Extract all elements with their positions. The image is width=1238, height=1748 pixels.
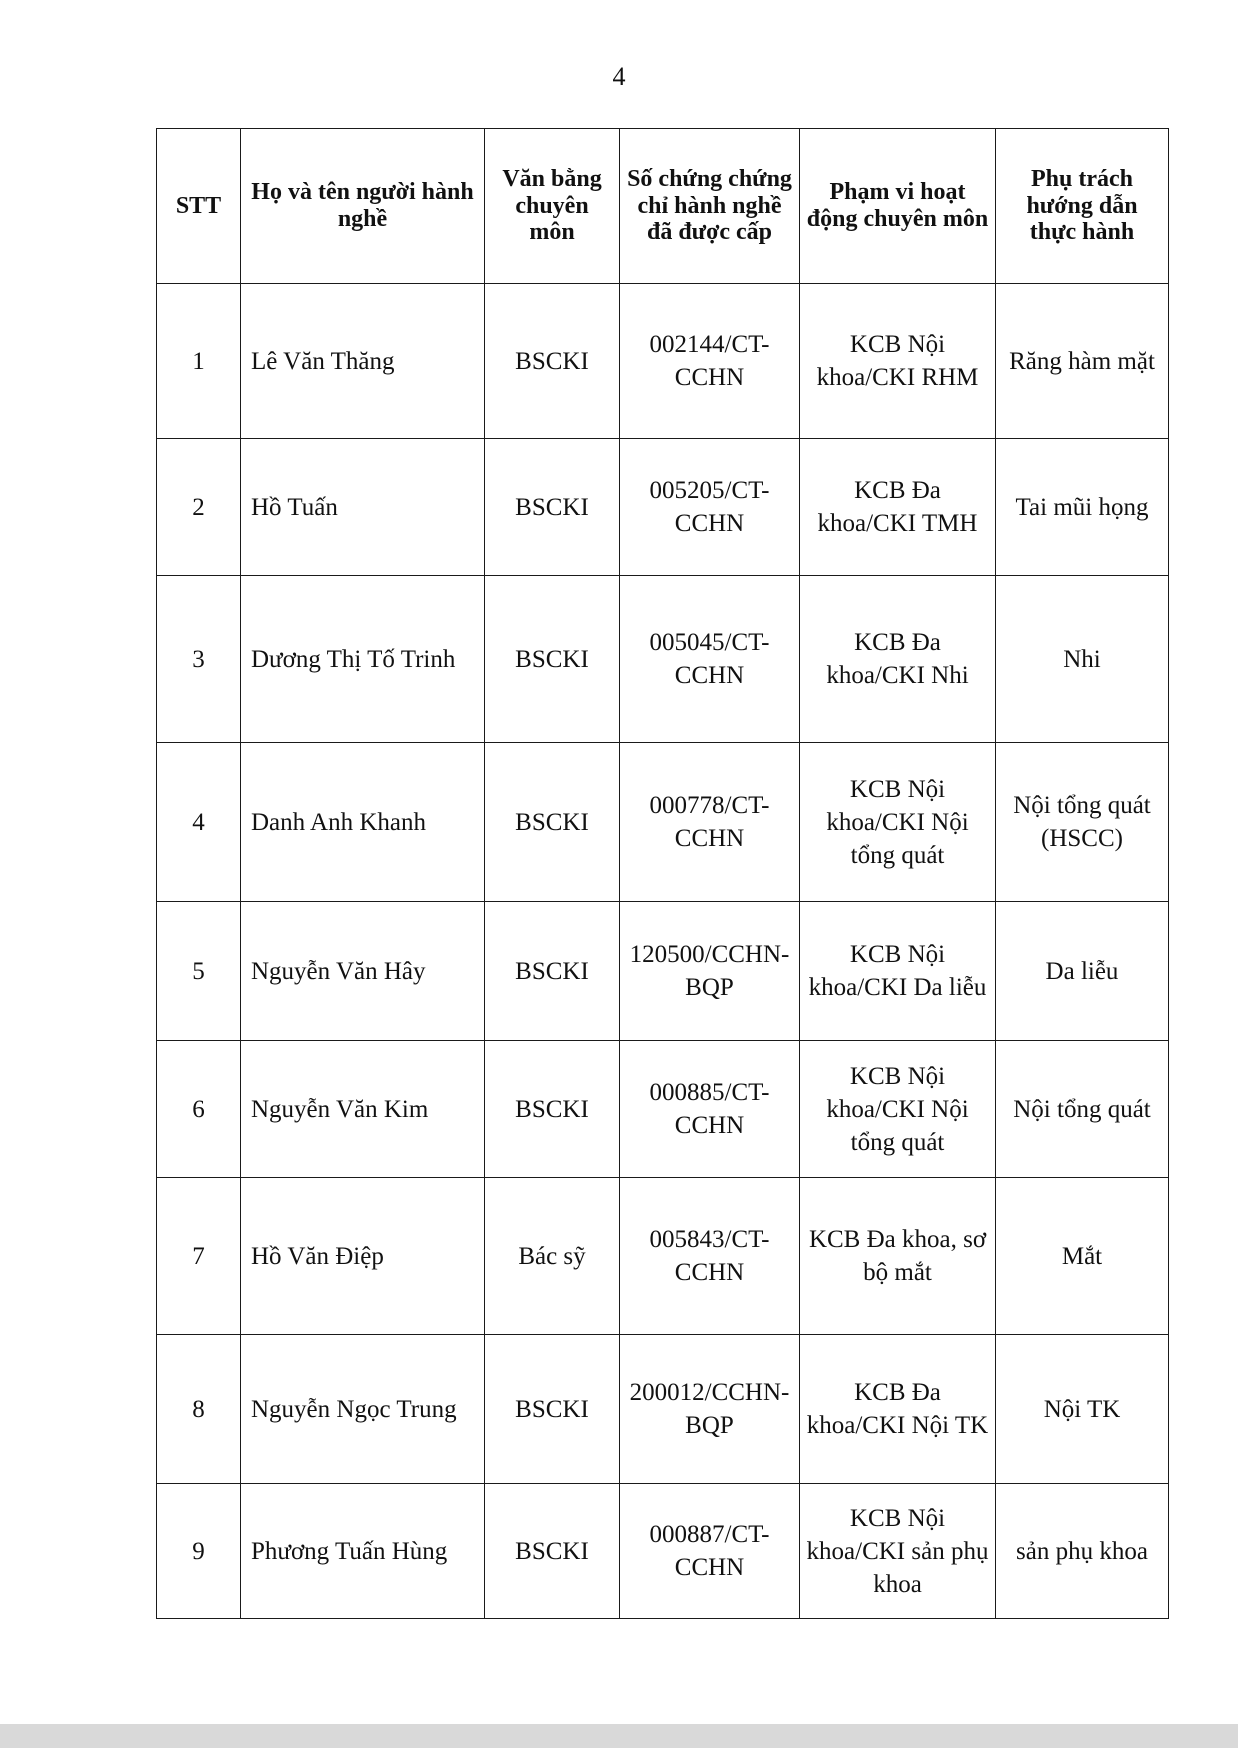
cell-degree: BSCKI [485, 743, 620, 902]
cell-degree: BSCKI [485, 439, 620, 576]
cell-guidance: Mắt [996, 1178, 1169, 1335]
cell-stt: 7 [157, 1178, 241, 1335]
table-header-row [157, 129, 1169, 284]
cell-stt: 8 [157, 1335, 241, 1484]
cell-certificate: 005045/CT-CCHN [620, 576, 800, 743]
table-row [157, 284, 1169, 439]
cell-scope: KCB Nội khoa/CKI sản phụ khoa [800, 1484, 996, 1619]
cell-scope: KCB Đa khoa/CKI Nội TK [800, 1335, 996, 1484]
cell-scope: KCB Nội khoa/CKI Da liễu [800, 902, 996, 1041]
cell-scope: KCB Nội khoa/CKI Nội tổng quát [800, 1041, 996, 1178]
cell-stt: 5 [157, 902, 241, 1041]
cell-stt: 6 [157, 1041, 241, 1178]
cell-certificate: 000885/CT-CCHN [620, 1041, 800, 1178]
cell-certificate: 200012/CCHN-BQP [620, 1335, 800, 1484]
header-guidance: Phụ trách hướng dẫn thực hành [996, 129, 1169, 284]
cell-name: Nguyễn Ngọc Trung [241, 1335, 485, 1484]
cell-scope: KCB Nội khoa/CKI Nội tổng quát [800, 743, 996, 902]
page-number: 4 [612, 62, 626, 91]
cell-name: Nguyễn Văn Hây [241, 902, 485, 1041]
cell-certificate: 005205/CT-CCHN [620, 439, 800, 576]
cell-name: Phương Tuấn Hùng [241, 1484, 485, 1619]
cell-name: Hồ Văn Điệp [241, 1178, 485, 1335]
cell-name: Hồ Tuấn [241, 439, 485, 576]
cell-degree: BSCKI [485, 902, 620, 1041]
header-scope: Phạm vi hoạt động chuyên môn [800, 129, 996, 284]
cell-degree: BSCKI [485, 1335, 620, 1484]
cell-stt: 1 [157, 284, 241, 439]
header-name: Họ và tên người hành nghề [241, 129, 485, 284]
cell-scope: KCB Đa khoa/CKI TMH [800, 439, 996, 576]
table-row [157, 1041, 1169, 1178]
cell-scope: KCB Đa khoa, sơ bộ mắt [800, 1178, 996, 1335]
cell-stt: 9 [157, 1484, 241, 1619]
cell-certificate: 000887/CT-CCHN [620, 1484, 800, 1619]
cell-stt: 4 [157, 743, 241, 902]
cell-guidance: Nội tổng quát (HSCC) [996, 743, 1169, 902]
cell-name: Danh Anh Khanh [241, 743, 485, 902]
cell-degree: BSCKI [485, 284, 620, 439]
cell-degree: BSCKI [485, 1484, 620, 1619]
cell-stt: 3 [157, 576, 241, 743]
cell-degree: BSCKI [485, 576, 620, 743]
cell-guidance: Răng hàm mặt [996, 284, 1169, 439]
cell-stt: 2 [157, 439, 241, 576]
cell-certificate: 005843/CT-CCHN [620, 1178, 800, 1335]
cell-guidance: Nội TK [996, 1335, 1169, 1484]
cell-certificate: 000778/CT-CCHN [620, 743, 800, 902]
cell-scope: KCB Đa khoa/CKI Nhi [800, 576, 996, 743]
cell-certificate: 002144/CT-CCHN [620, 284, 800, 439]
cell-scope: KCB Nội khoa/CKI RHM [800, 284, 996, 439]
cell-name: Dương Thị Tố Trinh [241, 576, 485, 743]
table-row [157, 1484, 1169, 1619]
header-degree: Văn bằng chuyên môn [485, 129, 620, 284]
table-row [157, 439, 1169, 576]
cell-guidance: Nội tổng quát [996, 1041, 1169, 1178]
cell-guidance: Da liễu [996, 902, 1169, 1041]
cell-name: Nguyễn Văn Kim [241, 1041, 485, 1178]
table-row [157, 743, 1169, 902]
table-row [157, 1335, 1169, 1484]
cell-degree: BSCKI [485, 1041, 620, 1178]
table-row [157, 1178, 1169, 1335]
table-row [157, 576, 1169, 743]
cell-guidance: sản phụ khoa [996, 1484, 1169, 1619]
header-certificate: Số chứng chứng chỉ hành nghề đã được cấp [620, 129, 800, 284]
cell-name: Lê Văn Thăng [241, 284, 485, 439]
cell-guidance: Tai mũi họng [996, 439, 1169, 576]
practitioner-table [156, 128, 1169, 1619]
cell-certificate: 120500/CCHN-BQP [620, 902, 800, 1041]
cell-guidance: Nhi [996, 576, 1169, 743]
header-stt: STT [157, 129, 241, 284]
table-row [157, 902, 1169, 1041]
cell-degree: Bác sỹ [485, 1178, 620, 1335]
scan-edge-shade [0, 1724, 1238, 1748]
